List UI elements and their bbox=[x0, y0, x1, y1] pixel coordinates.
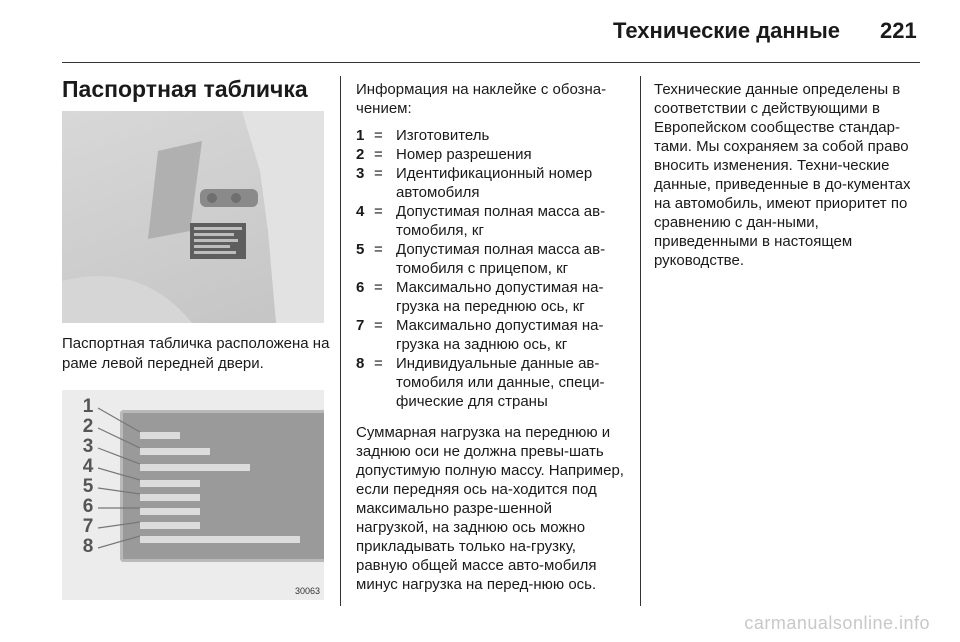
definition-item bbox=[356, 240, 628, 278]
callout-lines bbox=[62, 390, 324, 600]
callout-number: 1 bbox=[82, 396, 94, 417]
definition-item bbox=[356, 278, 628, 316]
definition-equals: = bbox=[374, 146, 383, 163]
watermark: carmanualsonline.info bbox=[744, 613, 930, 633]
definition-number: 2 bbox=[356, 146, 365, 163]
definition-list bbox=[356, 126, 628, 411]
definition-number: 6 bbox=[356, 279, 365, 296]
definition-number: 4 bbox=[356, 203, 365, 220]
definition-number: 3 bbox=[356, 165, 365, 182]
callout-number: 3 bbox=[82, 436, 94, 457]
definition-number: 5 bbox=[356, 241, 365, 258]
definition-equals: = bbox=[374, 279, 383, 296]
callout-number: 8 bbox=[82, 536, 94, 557]
photo-code: 30063 bbox=[294, 586, 320, 596]
page-number: 221 bbox=[880, 18, 917, 43]
technical-data-note: Технические данные определены в соответствии с действующими в Европейском сообществе стандар-тами. Мы сохраняем за собой право вносить изменения. Техни-ческие данные, приведенные в до-кументах на автомобиль, имеют приоритет по сравнению с дан-ными, приведенными в настоящем руководстве. bbox=[654, 81, 911, 269]
definition-item bbox=[356, 126, 628, 145]
callout-number: 5 bbox=[82, 476, 94, 497]
definition-number: 7 bbox=[356, 317, 365, 334]
definition-text: Максимально допустимая на-грузка на переднюю ось, кг bbox=[396, 279, 604, 315]
column-divider-1 bbox=[340, 76, 341, 606]
definition-number: 1 bbox=[356, 127, 365, 144]
callout-number: 2 bbox=[82, 416, 94, 437]
definition-text: Изготовитель bbox=[396, 127, 490, 144]
definition-number: 8 bbox=[356, 355, 365, 372]
definition-item bbox=[356, 202, 628, 240]
definition-text: Идентификационный номер автомобиля bbox=[396, 165, 593, 201]
definition-equals: = bbox=[374, 355, 383, 372]
definition-item bbox=[356, 354, 628, 411]
definition-item bbox=[356, 164, 628, 202]
definitions-intro: Информация на наклейке с обозна-чением: bbox=[356, 81, 607, 117]
definition-item bbox=[356, 316, 628, 354]
definition-equals: = bbox=[374, 127, 383, 144]
callout-number: 4 bbox=[82, 456, 94, 477]
definition-item bbox=[356, 145, 628, 164]
plate-detail-photo bbox=[62, 390, 324, 600]
callout-number: 6 bbox=[82, 496, 94, 517]
definition-text: Допустимая полная масса ав-томобиля, кг bbox=[396, 203, 606, 239]
definition-equals: = bbox=[374, 241, 383, 258]
callout-number: 7 bbox=[82, 516, 94, 537]
definition-equals: = bbox=[374, 165, 383, 182]
definition-equals: = bbox=[374, 317, 383, 334]
page-header-title: Технические данные bbox=[613, 18, 840, 43]
header-rule bbox=[62, 62, 920, 63]
photo1-caption: Паспортная табличка расположена на раме левой передней двери. bbox=[62, 335, 330, 372]
definition-text: Максимально допустимая на-грузка на заднюю ось, кг bbox=[396, 317, 604, 353]
definition-text: Индивидуальные данные ав-томобиля или данные, специ-фические для страны bbox=[396, 355, 605, 410]
definition-equals: = bbox=[374, 203, 383, 220]
definition-text: Номер разрешения bbox=[396, 146, 532, 163]
column-3 bbox=[654, 80, 924, 270]
axle-load-summary: Суммарная нагрузка на переднюю и заднюю оси не должна превы-шать допустимую полную массу. Например, если передняя ось на-ходится под максимально разре-шенной нагрузкой, на заднюю ось можно прикладывать только на-грузку, равную общей массе авто-мобиля минус нагрузка на перед-нюю ось. bbox=[356, 424, 624, 593]
column-2 bbox=[356, 80, 628, 594]
definition-text: Допустимая полная масса ав-томобиля с прицепом, кг bbox=[396, 241, 606, 277]
door-frame-illustration bbox=[62, 111, 324, 323]
column-divider-2 bbox=[640, 76, 641, 606]
door-frame-photo bbox=[62, 111, 324, 323]
section-title: Паспортная табличка bbox=[62, 76, 308, 102]
